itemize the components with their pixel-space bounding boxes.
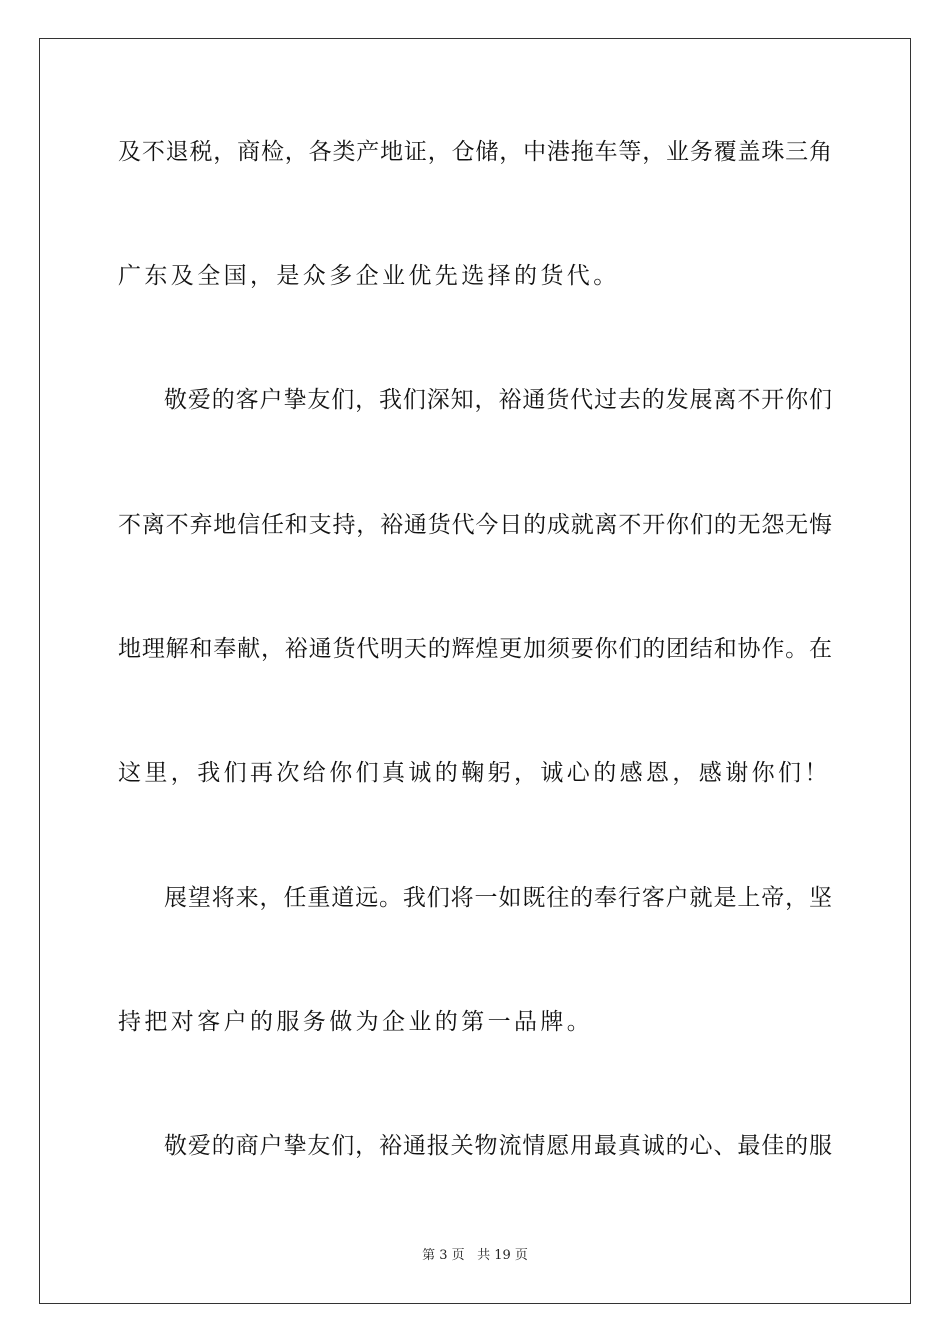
page-number: 第 3 页 [422, 1248, 465, 1263]
page-footer [0, 1247, 950, 1265]
text-line-4: 不离不弃地信任和支持，裕通货代今日的成就离不开你们的无怨无悔 [118, 512, 832, 538]
text-line-5: 地理解和奉献，裕通货代明天的辉煌更加须要你们的团结和协作。在 [118, 636, 832, 662]
page-frame [39, 38, 911, 1304]
page-total: 共 19 页 [477, 1248, 528, 1263]
text-line-3: 敬爱的客户挚友们，我们深知，裕通货代过去的发展离不开你们 [164, 387, 832, 413]
text-line-6: 这里，我们再次给你们真诚的鞠躬，诚心的感恩，感谢你们！ [118, 760, 831, 786]
text-line-7: 展望将来，任重道远。我们将一如既往的奉行客户就是上帝，坚 [164, 885, 832, 911]
text-line-2: 广东及全国，是众多企业优先选择的货代。 [118, 263, 620, 289]
text-line-8: 持把对客户的服务做为企业的第一品牌。 [118, 1009, 594, 1035]
text-line-9: 敬爱的商户挚友们，裕通报关物流情愿用最真诚的心、最佳的服 [164, 1133, 832, 1159]
text-line-1: 及不退税，商检，各类产地证，仓储，中港拖车等，业务覆盖珠三角 [118, 139, 832, 165]
